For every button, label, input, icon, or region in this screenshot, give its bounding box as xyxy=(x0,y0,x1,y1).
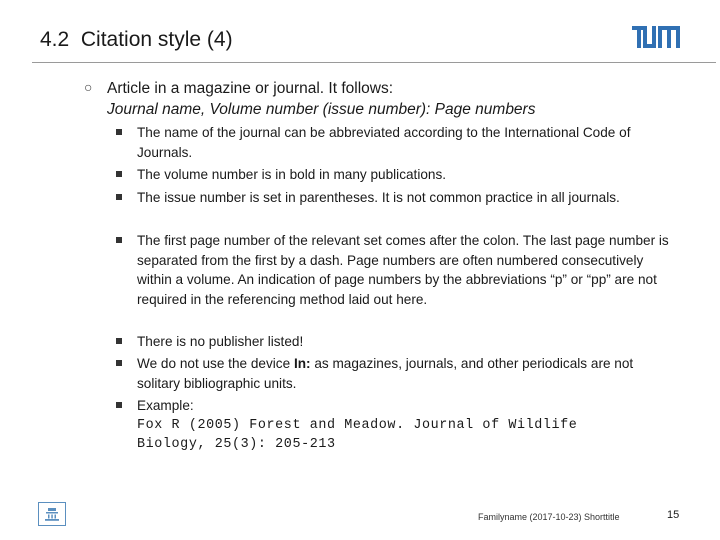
square-bullet-icon xyxy=(116,237,122,243)
square-bullet-icon xyxy=(116,360,122,366)
list-item xyxy=(137,188,677,208)
list-item-text: There is no publisher listed! xyxy=(137,334,304,349)
square-bullet-icon xyxy=(116,129,122,135)
square-bullet-icon xyxy=(116,402,122,408)
list-item xyxy=(137,123,677,162)
in-keyword: In: xyxy=(293,356,311,371)
list-item-example xyxy=(137,396,677,455)
square-bullet-icon xyxy=(116,338,122,344)
example-label: Example: xyxy=(137,398,194,413)
example-citation-line-2: Biology, 25(3): 205-213 xyxy=(137,437,336,452)
home-icon[interactable] xyxy=(38,502,66,526)
lead-line-2: Journal name, Volume number (issue number): Page numbers xyxy=(107,101,536,118)
tum-logo xyxy=(632,26,680,50)
footer-text: Familyname (2017-10-23) Shorttitle xyxy=(478,512,620,522)
list-item-text: The volume number is in bold in many publications. xyxy=(137,167,447,182)
list-item xyxy=(137,165,677,185)
list-item-text: The issue number is set in parentheses. It is not common practice in all journals. xyxy=(137,190,620,205)
lead-line-1: Article in a magazine or journal. It follows: xyxy=(107,80,394,97)
list-item-text: The first page number of the relevant set comes after the colon. The last page number is separated from the first by a dash. Page numbers are often numbered consecutively within a volume. An indication of page numbers by the abbreviations “p” or “pp” are not required in the referencing method laid out here. xyxy=(137,233,669,307)
square-bullet-icon xyxy=(116,194,122,200)
list-item-text: as magazines, journals, and other periodicals are not solitary bibliographic units. xyxy=(137,356,634,391)
lead-paragraph xyxy=(107,78,667,120)
title-divider xyxy=(32,62,716,63)
list-item-text: We do not use the device xyxy=(137,356,294,371)
example-citation-line-1: Fox R (2005) Forest and Meadow. Journal of Wildlife xyxy=(137,417,578,433)
list-item xyxy=(137,354,677,393)
list-item xyxy=(137,332,677,352)
page-number: 15 xyxy=(667,509,680,521)
list-item-text: The name of the journal can be abbreviated according to the International Code of Journals. xyxy=(137,125,631,160)
list-item xyxy=(137,231,677,309)
page-title: 4.2 Citation style (4) xyxy=(40,28,233,51)
square-bullet-icon xyxy=(116,171,122,177)
circle-bullet-icon: ○ xyxy=(84,79,93,95)
